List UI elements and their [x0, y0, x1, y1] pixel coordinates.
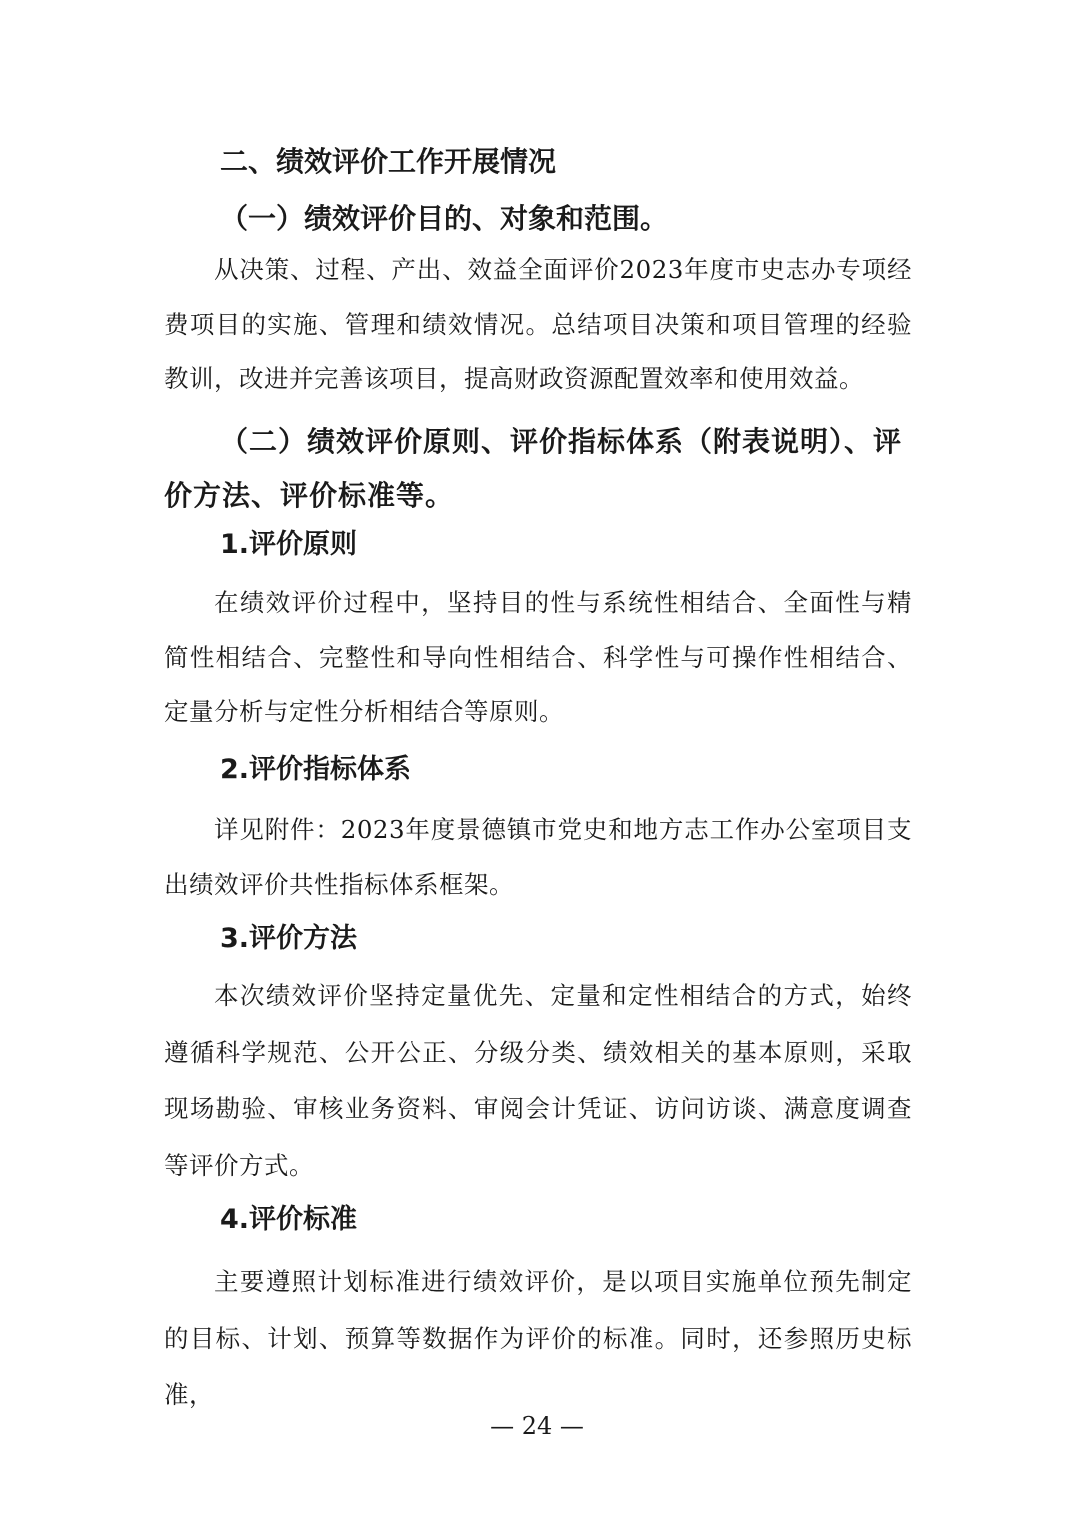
item-3-heading: 3.评价方法	[220, 923, 358, 954]
section-heading: 二、绩效评价工作开展情况	[220, 145, 557, 178]
item-2-paragraph: 详见附件：2023年度景德镇市党史和地方志工作办公室项目支出绩效评价共性指标体系框架。	[164, 815, 912, 899]
page-number: — 24 —	[490, 1412, 584, 1440]
subsection-2-heading: （二）绩效评价原则、评价指标体系（附表说明）、评价方法、评价标准等。	[164, 425, 903, 512]
subsection-1-paragraph: 从决策、过程、产出、效益全面评价2023年度市史志办专项经费项目的实施、管理和绩效情况。总结项目决策和项目管理的经验教训，改进并完善该项目，提高财政资源配置效率和使用效益。	[164, 255, 912, 393]
item-2-heading: 2.评价指标体系	[220, 754, 412, 785]
item-3-paragraph: 本次绩效评价坚持定量优先、定量和定性相结合的方式，始终遵循科学规范、公开公正、分级分类、绩效相关的基本原则，采取现场勘验、审核业务资料、审阅会计凭证、访问访谈、满意度调查等评价方式。	[164, 981, 912, 1180]
subsection-1-heading: （一）绩效评价目的、对象和范围。	[220, 202, 669, 235]
item-4-heading: 4.评价标准	[220, 1204, 358, 1235]
item-4-paragraph: 主要遵照计划标准进行绩效评价，是以项目实施单位预先制定的目标、计划、预算等数据作为评价的标准。同时，还参照历史标准，	[164, 1267, 912, 1409]
item-1-heading: 1.评价原则	[220, 529, 358, 560]
item-1-paragraph: 在绩效评价过程中，坚持目的性与系统性相结合、全面性与精简性相结合、完整性和导向性相结合、科学性与可操作性相结合、定量分析与定性分析相结合等原则。	[164, 588, 912, 726]
